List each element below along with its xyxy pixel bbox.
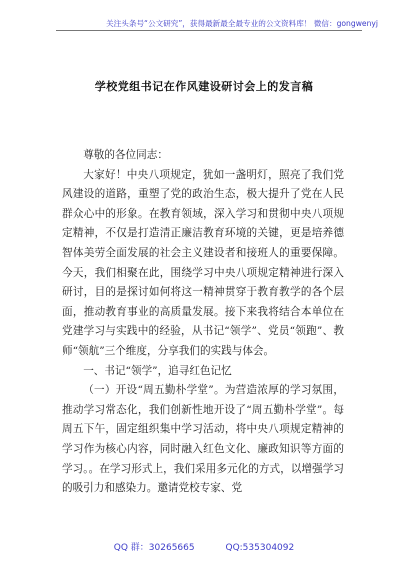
footer-qq: QQ:535304092 bbox=[225, 543, 295, 553]
page-footer bbox=[0, 540, 408, 553]
page-header: 关注头条号“公文研究”，获得最新最全最专业的公文资料库！ 微信：gongwenyj bbox=[106, 19, 378, 28]
footer-qq-group: QQ 群：30265665 bbox=[113, 543, 195, 553]
paragraph-intro: 大家好！中央八项规定，犹如一盏明灯，照亮了我们党风建设的道路，重塑了党的政治生态，极大提升了党在人民群众心中的形象。在教育领域，深入学习和贯彻中央八项规定精神，不仅是打造清正廉洁教育环境的关键，更是培养德智体美劳全面发展的社会主义建设者和接班人的重要保障。今天，我们相聚在此，围绕学习中央八项规定精神进行深入研讨，目的是探讨如何将这一精神贯穿于教育教学的各个层面，推动教育事业的高质量发展。接下来我将结合本单位在党建学习与实践中的经验，从书记“领学”、党员“领跑”、教师“领航”三个维度，分享我们的实践与体会。 bbox=[62, 168, 344, 357]
salutation: 尊敬的各位同志： bbox=[83, 149, 168, 161]
section-heading: 一、书记“领学”，追寻红色记忆 bbox=[83, 364, 232, 377]
document-body bbox=[62, 146, 344, 499]
document-title: 学校党组书记在作风建设研讨会上的发言稿 bbox=[94, 80, 314, 93]
header-rule bbox=[56, 30, 362, 31]
paragraph-subsection: （一）开设“周五勤朴学堂”。为营造浓厚的学习氛围，推动学习常态化，我们创新性地开设了“周五勤朴学堂”。每周五下午，固定组织集中学习活动，将中央八项规定精神的学习作为核心内容，同时融入红色文化、廉政知识等方面的学习。。在学习形式上，我们采用多元化的方式，以增强学习的吸引力和感染力。邀请党校专家、党 bbox=[62, 384, 344, 495]
